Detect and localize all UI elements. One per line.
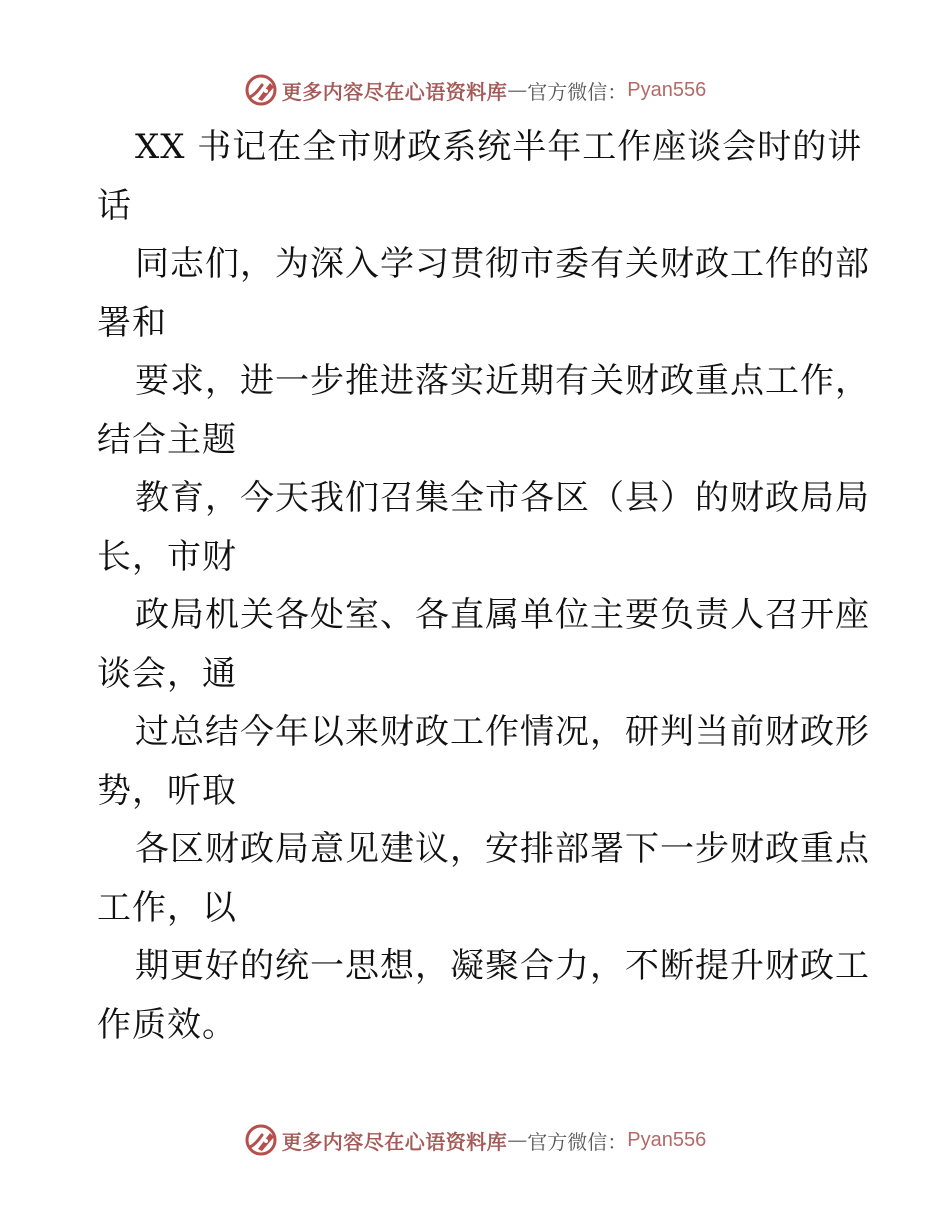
footer-banner	[0, 1120, 950, 1160]
doc-text-line: 长，市财	[97, 536, 237, 577]
banner-slogan: 更多内容尽在心语资料库	[281, 1129, 508, 1154]
doc-title-line-1: XX 书记在全市财政系统半年工作座谈会时的讲	[135, 127, 863, 167]
doc-text-line: 要求，进一步推进落实近期有关财政重点工作，	[135, 361, 870, 401]
banner-separator: —	[507, 1128, 528, 1152]
doc-text-line: 教育，今天我们召集全市各区（县）的财政局局	[135, 478, 870, 518]
doc-text-line: 政局机关各处室、各直属单位主要负责人召开座	[135, 595, 870, 635]
document-body	[97, 118, 870, 1054]
doc-text-line: 谈会，通	[97, 653, 237, 694]
banner-wechat-label: 官方微信：	[527, 1129, 628, 1154]
doc-text-line: 署和	[97, 302, 167, 343]
banner-wechat-id: Pyan556	[627, 1128, 707, 1151]
doc-title-line-2: 话	[97, 185, 132, 226]
doc-text-line: 期更好的统一思想，凝聚合力，不断提升财政工	[135, 946, 870, 986]
pen-nib-logo-icon	[244, 73, 278, 107]
doc-text-line: 过总结今年以来财政工作情况，研判当前财政形	[135, 712, 870, 752]
doc-text-line: 同志们，为深入学习贯彻市委有关财政工作的部	[135, 244, 870, 284]
doc-text-line: 势，听取	[97, 770, 237, 811]
doc-text-line: 结合主题	[97, 419, 237, 460]
doc-text-line: 工作，以	[97, 887, 237, 928]
banner-slogan: 更多内容尽在心语资料库	[281, 79, 508, 104]
header-banner	[0, 70, 950, 110]
doc-text-line: 各区财政局意见建议，安排部署下一步财政重点	[135, 829, 870, 869]
banner-separator: —	[507, 78, 528, 102]
pen-nib-logo-icon	[244, 1123, 278, 1157]
doc-text-line: 作质效。	[97, 1004, 237, 1045]
banner-wechat-label: 官方微信：	[527, 79, 628, 104]
banner-wechat-id: Pyan556	[627, 78, 707, 101]
